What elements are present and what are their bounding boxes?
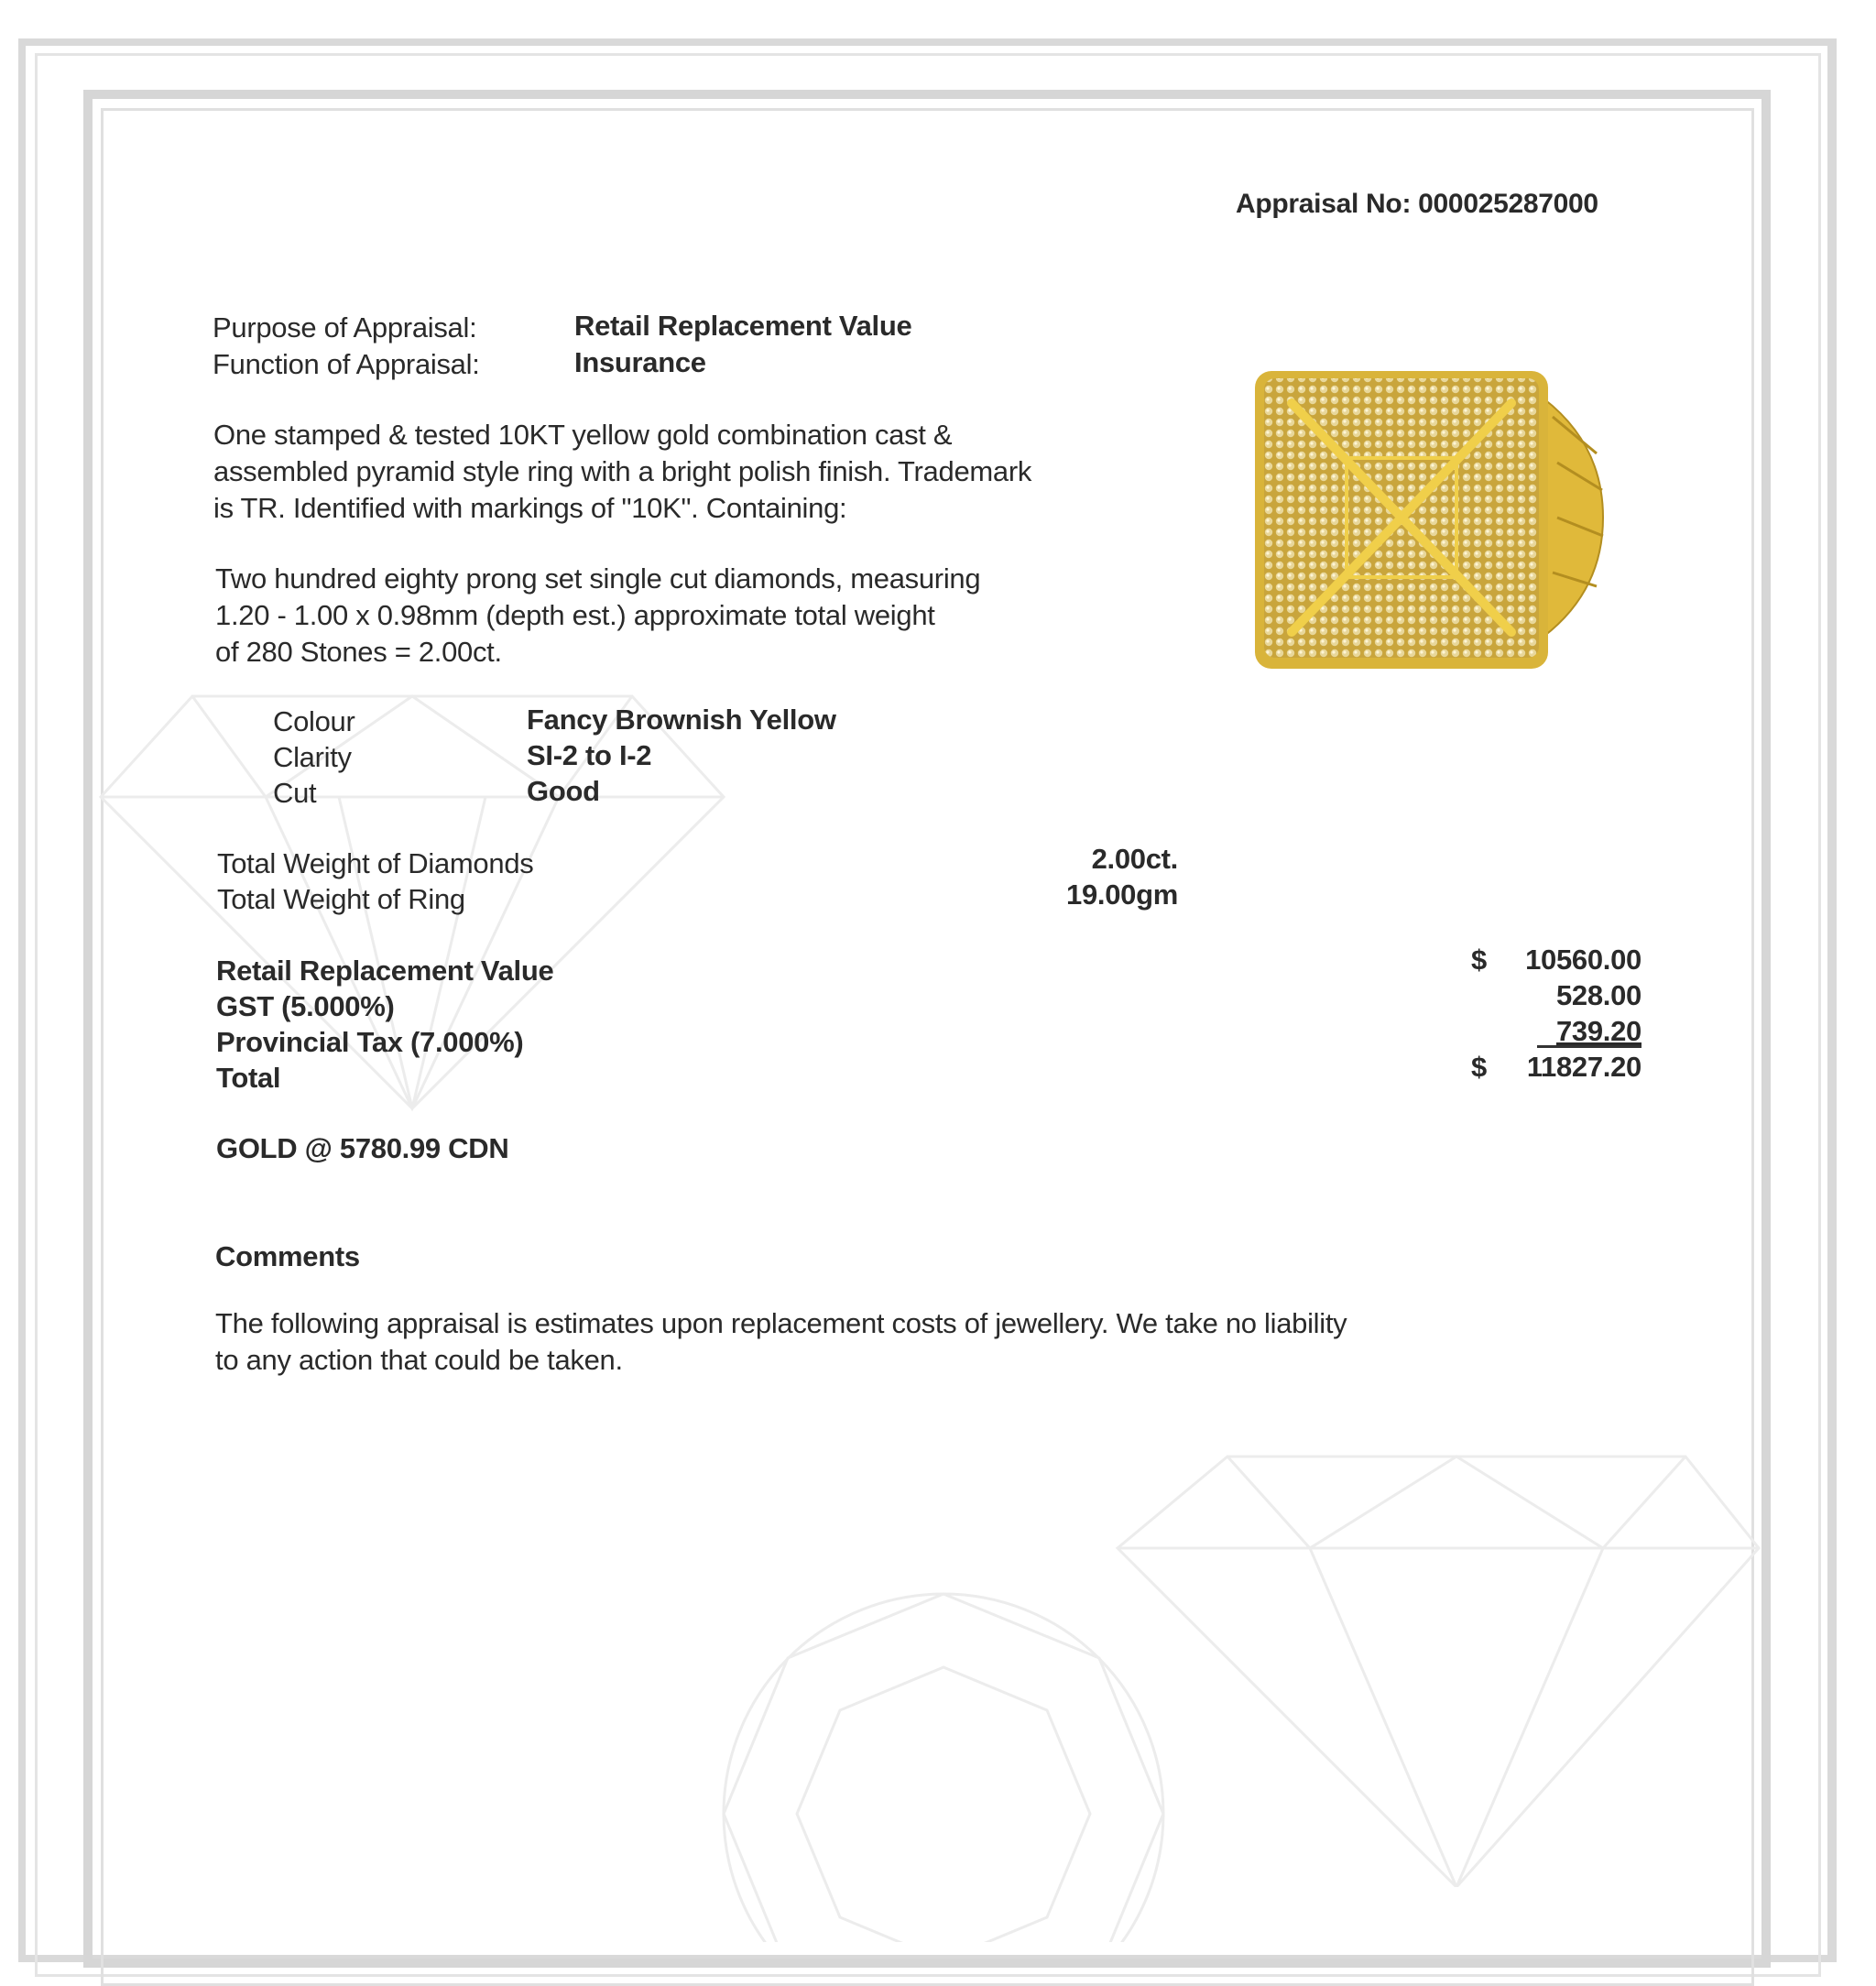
function-label: Function of Appraisal:: [213, 348, 480, 380]
cut-value: Good: [527, 775, 600, 807]
item-description: [213, 417, 1031, 527]
colour-label: Colour: [273, 705, 355, 737]
description-line: assembled pyramid style ring with a bright polish finish. Trademark: [213, 455, 1032, 487]
total-amount: 11827.20: [1526, 1051, 1642, 1083]
purpose-label: Purpose of Appraisal:: [213, 311, 477, 344]
retail-value-amount: 10560.00: [1525, 944, 1642, 976]
provincial-tax-label: Provincial Tax (7.000%): [216, 1026, 524, 1058]
total-currency: $: [1471, 1051, 1487, 1083]
provincial-tax-amount: 739.20: [1555, 1015, 1642, 1047]
appraisal-number: Appraisal No: 000025287000: [1236, 189, 1598, 219]
gst-label: GST (5.000%): [216, 990, 395, 1022]
description-line: One stamped & tested 10KT yellow gold combination cast &: [213, 419, 953, 451]
ring-weight-label: Total Weight of Ring: [217, 883, 465, 915]
comments-text: [215, 1305, 1347, 1379]
clarity-value: SI-2 to I-2: [527, 739, 652, 771]
round-diamond-watermark: [714, 1576, 1172, 1942]
stones-line: Two hundred eighty prong set single cut diamonds, measuring: [215, 562, 981, 595]
cut-label: Cut: [273, 777, 317, 809]
description-line: is TR. Identified with markings of "10K". Containing:: [213, 492, 847, 524]
gst-amount: 528.00: [1555, 979, 1642, 1011]
comment-line: The following appraisal is estimates upon replacement costs of jewellery. We take no liability: [215, 1307, 1347, 1339]
total-label: Total: [216, 1062, 281, 1094]
diamond-watermark-right: [1108, 1447, 1768, 1887]
comments-heading: Comments: [215, 1240, 360, 1272]
function-value: Insurance: [574, 346, 706, 378]
diamond-weight-value: 2.00ct.: [1091, 843, 1178, 875]
colour-value: Fancy Brownish Yellow: [527, 704, 836, 736]
diamond-weight-label: Total Weight of Diamonds: [217, 847, 534, 879]
comment-line: to any action that could be taken.: [215, 1344, 623, 1376]
clarity-label: Clarity: [273, 741, 352, 773]
gold-price: GOLD @ 5780.99 CDN: [216, 1132, 509, 1164]
stones-description: [215, 561, 980, 671]
retail-value-label: Retail Replacement Value: [216, 955, 554, 987]
stones-line: of 280 Stones = 2.00ct.: [215, 636, 502, 668]
purpose-value: Retail Replacement Value: [574, 310, 912, 342]
subtotal-rule: [1537, 1045, 1642, 1048]
ring-weight-value: 19.00gm: [1066, 878, 1178, 911]
retail-value-currency: $: [1471, 944, 1487, 976]
stones-line: 1.20 - 1.00 x 0.98mm (depth est.) approximate total weight: [215, 599, 935, 631]
ring-photo: [1241, 362, 1608, 673]
